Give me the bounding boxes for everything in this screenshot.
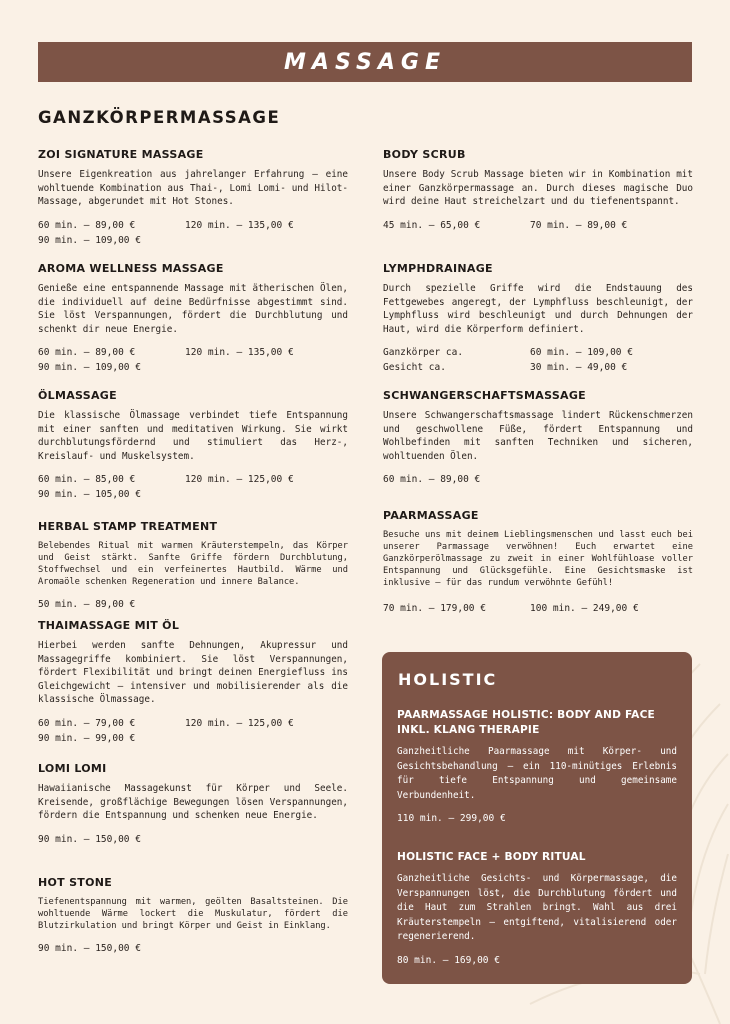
item-description: Die klassische Ölmassage verbindet tiefe Entspannung mit einer sanften und meditativen Wirkung. Sie wirkt durchblutungsfördernd und stimuliert das Herz-, Kreislauf- und Muskelsystem.: [38, 410, 348, 462]
price: 80 min. – 169,00 €: [397, 954, 500, 966]
menu-item-oelmassage: [38, 389, 348, 502]
item-title: PAARMASSAGE HOLISTIC: BODY AND FACE INKL. KLANG THERAPIE: [397, 709, 655, 736]
price: 90 min. – 99,00 €: [38, 732, 136, 744]
price: 60 min. – 89,00 €: [383, 474, 481, 485]
menu-item-hot-stone: [38, 876, 348, 956]
item-description: Durch spezielle Griffe wird die Endstauung des Fettgewebes angeregt, der Lymphfluss beschleunigt, der Lymphfluss wird beschleunigt und durch Dehnungen der Haut, wird die Körperform definiert.: [383, 283, 693, 335]
price-list: [383, 218, 693, 233]
menu-item-lomi-lomi: [38, 762, 348, 847]
item-title: LYMPHDRAINAGE: [383, 262, 493, 275]
item-description: Genieße eine entspannende Massage mit ätherischen Ölen, die individuell auf deine Bedürfnisse abgestimmt sind. Sie löst Verspannungen, fördert die Durchblutung und schenkt dir neue Energie.: [38, 283, 348, 335]
price: 90 min. – 105,00 €: [38, 489, 141, 500]
price: 100 min. – 249,00 €: [530, 603, 639, 614]
item-description: Ganzheitliche Gesichts- und Körpermassage, die Verspannungen löst, die Durchblutung fördert und die Haut zum Strahlen bringt. Wahl aus drei Kräuterstempeln – entgiftend, vitalisierend oder regenerierend.: [397, 873, 677, 942]
item-description: Besuche uns mit deinem Lieblingsmenschen und lasst euch bei unserer Parmassage verwöhnen! Euch erwartet eine Ganzkörperölmassage zu zweit in einer Wohlfühloase voller Entspannung und Glücksgefühle. Eine Gesichtsmaske ist inklusive – für das rundum verwöhnte Gefühl!: [383, 530, 693, 588]
price: 70 min. – 179,00 €: [383, 603, 486, 614]
price-list: [38, 345, 348, 375]
price: 110 min. – 299,00 €: [397, 813, 506, 824]
price-list: [38, 218, 348, 248]
item-title: AROMA WELLNESS MASSAGE: [38, 262, 224, 275]
item-title: BODY SCRUB: [383, 148, 466, 161]
price: 90 min. – 109,00 €: [38, 234, 141, 246]
item-description: Belebendes Ritual mit warmen Kräuterstempeln, das Körper und Geist stärkt. Sanfte Griffe fördern Durchblutung, Stoffwechsel und ein verfeinertes Hautbild. Wärme und Aromaöle schenken Regeneration und innere Balance.: [38, 541, 348, 587]
price: 120 min. – 135,00 €: [185, 347, 294, 358]
item-description: Unsere Schwangerschaftsmassage lindert Rückenschmerzen und geschwollene Füße, fördert Entspannung und Wohlbefinden mit sanften Techniken und sicheren, wohltuenden Ölen.: [383, 410, 693, 462]
page-banner: [38, 42, 692, 82]
price-list: [38, 832, 348, 847]
menu-item-zoi-signature: [38, 148, 348, 248]
menu-item-herbal-stamp: [38, 520, 348, 612]
page-title: MASSAGE: [284, 49, 446, 75]
item-title: HOT STONE: [38, 876, 113, 889]
price: 90 min. – 150,00 €: [38, 943, 141, 954]
price-list: [38, 597, 348, 612]
menu-item-aroma-wellness: [38, 262, 348, 375]
item-description: Unsere Eigenkreation aus jahrelanger Erfahrung – eine wohltuende Kombination aus Thai-, Lomi Lomi- und Hilot-Massage, abgerundet mit Hot Stones.: [38, 169, 348, 207]
item-title: LOMI LOMI: [38, 762, 107, 775]
price: 45 min. – 65,00 €: [383, 219, 481, 231]
menu-item-body-scrub: [383, 148, 693, 233]
menu-item-paarmassage: [383, 509, 693, 616]
item-title: ÖLMASSAGE: [38, 389, 117, 402]
item-description: Hawaiianische Massagekunst für Körper und Seele. Kreisende, großflächige Bewegungen lösen Verspannungen, fördern die Entspannung und schenken neue Energie.: [38, 783, 348, 821]
price: 60 min. – 79,00 €: [38, 717, 136, 729]
holistic-title: HOLISTIC: [398, 670, 498, 689]
price-list: [383, 472, 693, 487]
price-list: [38, 941, 348, 956]
item-description: Tiefenentspannung mit warmen, geölten Basaltsteinen. Die wohltuende Wärme lockert die Muskulatur, fördert die Blutzirkulation und bringt Körper und Geist in Einklang.: [38, 897, 348, 931]
price: 30 min. – 49,00 €: [530, 362, 628, 373]
price: 90 min. – 150,00 €: [38, 833, 141, 845]
menu-item-schwangerschaft: [383, 389, 693, 487]
price: 120 min. – 125,00 €: [185, 717, 294, 729]
price: 120 min. – 125,00 €: [185, 474, 294, 485]
item-description: Hierbei werden sanfte Dehnungen, Akupressur und Massagegriffe kombiniert. Sie löst Verspannungen, fördert Flexibilität und bringt deinen Energiefluss ins Gleichgewicht – intensiver und mobilisierender als die klassische Ölmassage.: [38, 640, 348, 705]
price-label: Ganzkörper ca.: [383, 347, 464, 358]
item-title: SCHWANGERSCHAFTSMASSAGE: [383, 389, 586, 402]
price: 60 min. – 85,00 €: [38, 474, 136, 485]
menu-item-lymphdrainage: [383, 262, 693, 375]
item-title: THAIMASSAGE MIT ÖL: [38, 619, 180, 632]
item-title: HOLISTIC FACE + BODY RITUAL: [397, 851, 586, 863]
holistic-box: [382, 652, 692, 984]
price: 120 min. – 135,00 €: [185, 219, 294, 231]
price-list: [38, 472, 348, 502]
item-title: HERBAL STAMP TREATMENT: [38, 520, 218, 533]
price: 60 min. – 109,00 €: [530, 347, 633, 358]
menu-item-thaimassage: [38, 619, 348, 746]
price: 60 min. – 89,00 €: [38, 219, 136, 231]
holistic-item-paarmassage: [397, 708, 677, 826]
item-description: Ganzheitliche Paarmassage mit Körper- und Gesichtsbehandlung – ein 110-minütiges Erlebnis für tiefe Entspannung und gemeinsame Verbundenheit.: [397, 746, 677, 801]
item-title: ZOI SIGNATURE MASSAGE: [38, 148, 204, 161]
price-label: Gesicht ca.: [383, 362, 446, 373]
section-title: GANZKÖRPERMASSAGE: [38, 108, 281, 127]
holistic-item-face-body-ritual: [397, 850, 677, 968]
item-title: PAARMASSAGE: [383, 509, 479, 522]
price: 70 min. – 89,00 €: [530, 219, 628, 231]
price: 60 min. – 89,00 €: [38, 347, 136, 358]
price-list: [383, 345, 693, 375]
price: 50 min. – 89,00 €: [38, 599, 136, 610]
price: 90 min. – 109,00 €: [38, 362, 141, 373]
item-description: Unsere Body Scrub Massage bieten wir in Kombination mit einer Ganzkörpermassage an. Durch dieses magische Duo wird deine Haut streichelzart und du tiefenentspannt.: [383, 169, 693, 207]
price-list: [38, 716, 348, 746]
price-list: [383, 601, 693, 616]
